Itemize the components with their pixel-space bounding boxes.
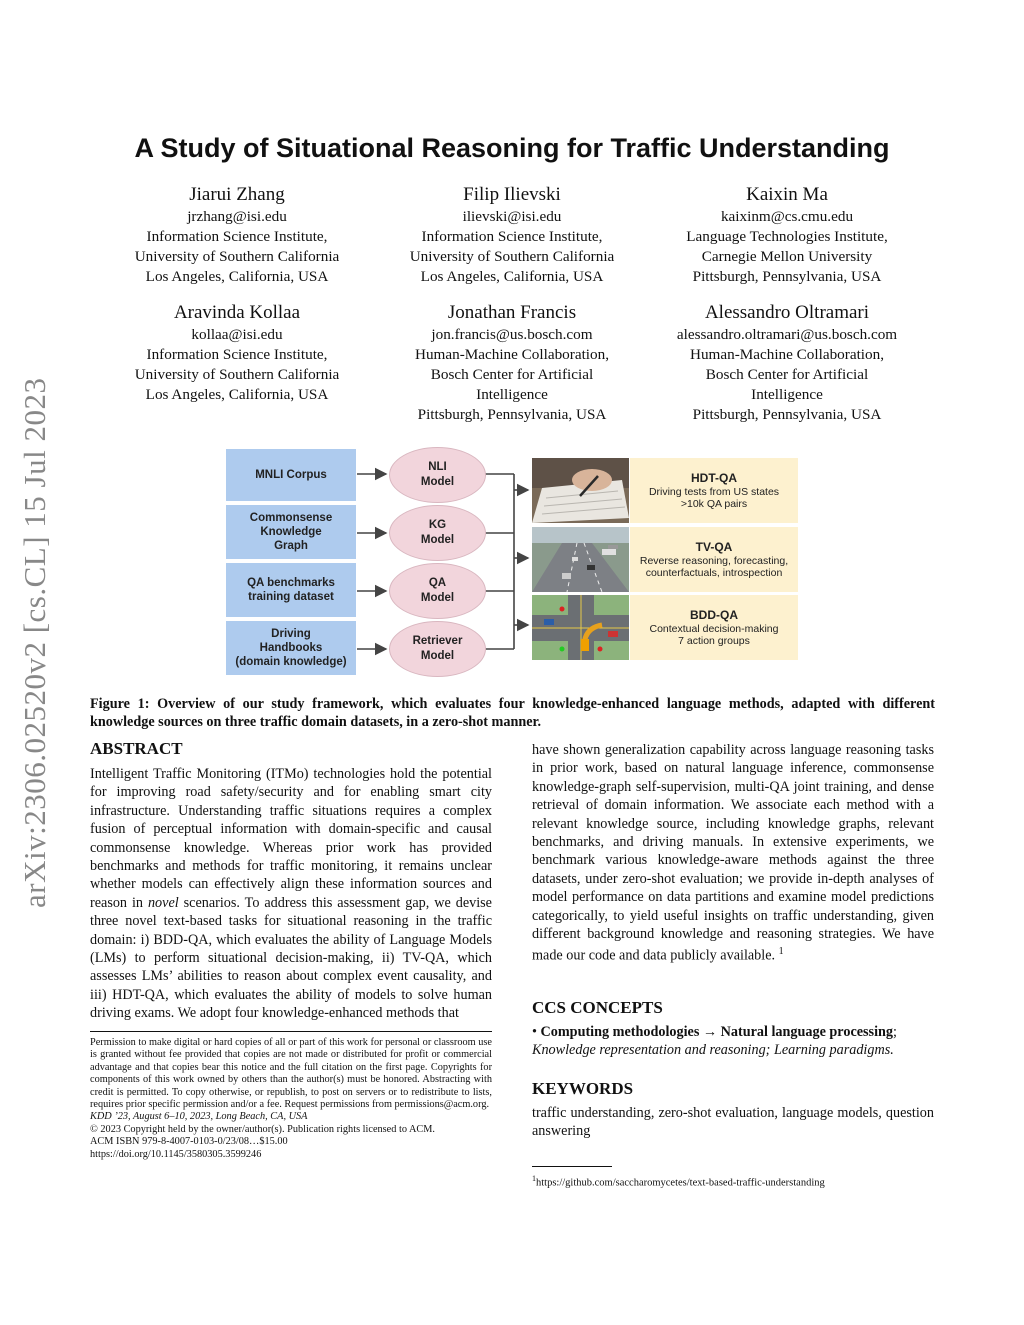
model-label: KG xyxy=(428,519,447,531)
footnote xyxy=(532,1172,825,1191)
dataset-description: >10k QA pairs xyxy=(680,498,748,510)
author-affiliation: Human-Machine Collaboration, xyxy=(689,346,884,363)
source-mnli-corpus xyxy=(226,449,356,501)
author-affiliation: Information Science Institute, xyxy=(146,346,328,363)
author-location: Pittsburgh, Pennsylvania, USA xyxy=(692,268,882,285)
author-affiliation: Intelligence xyxy=(476,386,548,403)
paper-title: A Study of Situational Reasoning for Traffic Understanding xyxy=(134,133,890,163)
source-label: Driving xyxy=(271,628,311,640)
model-qa xyxy=(389,563,486,619)
dataset-name: BDD-QA xyxy=(690,607,738,622)
abstract-italic: novel xyxy=(147,894,179,911)
author-email[interactable]: kaixinm@cs.cmu.edu xyxy=(720,208,854,225)
ccs-concepts xyxy=(532,1023,942,1060)
permission-block xyxy=(90,1037,492,1161)
source-label: Knowledge xyxy=(260,526,322,538)
footnote-link[interactable]: https://github.com/saccharomycetes/text-based-traffic-understanding xyxy=(536,1177,825,1189)
dataset-description: 7 action groups xyxy=(678,635,750,647)
author-location: Los Angeles, California, USA xyxy=(145,268,329,285)
author-location: Pittsburgh, Pennsylvania, USA xyxy=(417,406,607,423)
arxiv-stamp: arXiv:2306.02520v2 [cs.CL] 15 Jul 2023 xyxy=(17,377,52,908)
dataset-description: Reverse reasoning, forecasting, xyxy=(639,554,789,567)
author-affiliation: Bosch Center for Artificial xyxy=(430,366,594,383)
model-label: Model xyxy=(420,592,455,604)
source-label: MNLI Corpus xyxy=(255,469,327,481)
figure-framework-overview xyxy=(226,444,802,682)
permission-notice: Permission to make digital or hard copies of all or part of this work for personal or classroom use is granted without fee provided that copies are not made or distributed for profit or commercial advantage and that copies bear this notice and the full citation on the first page. Copyrights for components of this work owned by others than the author(s) must be honored. Abstracting with credit is permitted. To copy otherwise, or republish, to post on servers or to redistribute to lists, requires prior specific permission and/or a fee. Request permissions from permissions@acm.org. xyxy=(90,1037,492,1111)
ccs-term: Computing methodologies xyxy=(540,1024,700,1040)
footnote-divider xyxy=(90,1031,492,1032)
abstract-heading: ABSTRACT xyxy=(90,739,183,758)
copyright-line: © 2023 Copyright held by the owner/author(s). Publication rights licensed to ACM. xyxy=(90,1123,436,1135)
image-intersection-scene xyxy=(532,595,629,660)
author-email[interactable]: alessandro.oltramari@us.bosch.com xyxy=(676,326,898,343)
author-block xyxy=(382,301,642,425)
abstract-text: scenarios. To address this assessment gap, we devise three novel text-based tasks for situational reasoning in the traffic domain: i) BDD-QA, which evaluates the ability of Language Models (LMs) to perform situational decision-making, ii) TV-QA, which assesses LMs’ abilities to reason about complex event causality, and iii) HDT-QA, which evaluates the ability of models to solve human driving exams. We adopt four knowledge-enhanced methods that xyxy=(90,894,492,1022)
source-label: Graph xyxy=(274,540,308,552)
model-nli xyxy=(389,447,486,503)
ccs-subterms: Knowledge representation and reasoning; Learning paradigms. xyxy=(532,1042,894,1059)
dataset-description: Contextual decision-making xyxy=(649,622,779,635)
author-affiliation: University of Southern California xyxy=(409,248,615,265)
source-label: (domain knowledge) xyxy=(235,656,347,668)
ccs-separator: ; xyxy=(893,1024,897,1040)
model-label: Model xyxy=(420,534,455,546)
author-affiliation: Carnegie Mellon University xyxy=(701,248,873,265)
source-commonsense-kg xyxy=(226,505,356,559)
keywords-text: traffic understanding, zero-shot evaluation, language models, question answering xyxy=(532,1105,934,1140)
model-label: NLI xyxy=(428,461,447,473)
author-email[interactable]: jrzhang@isi.edu xyxy=(187,208,287,225)
source-label: QA benchmarks xyxy=(247,577,335,589)
source-label: training dataset xyxy=(248,591,334,603)
model-retriever xyxy=(389,621,486,677)
model-label: QA xyxy=(428,577,447,589)
dataset-description: Driving tests from US states xyxy=(648,485,780,498)
footnote-divider xyxy=(532,1166,612,1167)
author-name: Kaixin Ma xyxy=(746,184,828,205)
source-qa-benchmarks xyxy=(226,563,356,617)
image-driving-test-writing xyxy=(532,458,629,523)
author-name: Filip Ilievski xyxy=(463,184,561,205)
author-affiliation: University of Southern California xyxy=(134,248,340,265)
dataset-tv-qa xyxy=(630,527,798,592)
author-location: Pittsburgh, Pennsylvania, USA xyxy=(692,406,882,423)
venue-line: KDD ’23, August 6–10, 2023, Long Beach, CA, USA xyxy=(90,1111,308,1123)
author-location: Los Angeles, California, USA xyxy=(145,386,329,403)
abstract-text-left xyxy=(90,765,492,1023)
footnote-marker[interactable]: 1 xyxy=(778,946,784,958)
author-block xyxy=(107,301,367,405)
author-name: Alessandro Oltramari xyxy=(704,302,870,323)
author-location: Los Angeles, California, USA xyxy=(420,268,604,285)
author-email[interactable]: kollaa@isi.edu xyxy=(191,326,283,343)
author-name: Jiarui Zhang xyxy=(189,184,285,205)
model-label: Retriever xyxy=(412,635,463,647)
dataset-name: TV-QA xyxy=(695,539,733,554)
figure-caption: Figure 1: Overview of our study framework, which evaluates four knowledge-enhanced language methods, adapted with different knowledge sources on three traffic domain datasets, in a zero-shot manner. xyxy=(90,696,935,730)
author-affiliation: University of Southern California xyxy=(134,366,340,383)
author-affiliation: Information Science Institute, xyxy=(421,228,603,245)
abstract-text-right xyxy=(532,741,934,966)
source-label: Commonsense xyxy=(249,512,333,524)
author-email[interactable]: jon.francis@us.bosch.com xyxy=(431,326,593,343)
author-affiliation: Information Science Institute, xyxy=(146,228,328,245)
doi-link[interactable]: https://doi.org/10.1145/3580305.3599246 xyxy=(90,1148,262,1160)
dataset-name: HDT-QA xyxy=(691,470,737,485)
author-email[interactable]: ilievski@isi.edu xyxy=(462,208,562,225)
model-label: Model xyxy=(420,476,455,488)
model-kg xyxy=(389,505,486,561)
keywords-heading: KEYWORDS xyxy=(532,1079,634,1098)
author-name: Aravinda Kollaa xyxy=(173,302,301,323)
dataset-hdt-qa xyxy=(630,458,798,523)
author-block xyxy=(107,183,367,287)
ccs-bullet: • xyxy=(532,1024,541,1040)
dataset-bdd-qa xyxy=(630,595,798,660)
image-highway-traffic xyxy=(532,527,629,592)
author-affiliation: Human-Machine Collaboration, xyxy=(414,346,609,363)
author-affiliation: Intelligence xyxy=(751,386,823,403)
author-affiliation: Language Technologies Institute, xyxy=(686,228,888,245)
ccs-arrow: → xyxy=(699,1024,721,1040)
source-driving-handbooks xyxy=(226,621,356,675)
ccs-heading: CCS CONCEPTS xyxy=(532,998,663,1017)
dataset-description: counterfactuals, introspection xyxy=(645,567,783,579)
model-label: Model xyxy=(420,650,455,662)
abstract-text: have shown generalization capability across language reasoning tasks in prior work, based on natural language inference, commonsense knowledge-graph self-supervision, multi-QA joint training, and dense retrieval of domain information. We associate each method with a relevant knowledge source, including knowledge graphs, relevant benchmarks, and driving manuals. In extensive experiments, we benchmark various knowledge-aware methods against the three datasets, under zero-shot evaluation; we provide in-depth analyses of model performance on data partitions and examine model predictions categorically, to yield useful insights on traffic understanding, given different background knowledge and reasoning strategies. We have made our code and data publicly available. xyxy=(532,742,934,965)
author-affiliation: Bosch Center for Artificial xyxy=(705,366,869,383)
isbn-line: ACM ISBN 979-8-4007-0103-0/23/08…$15.00 xyxy=(90,1136,288,1148)
footnote-number: 1 xyxy=(532,1174,536,1183)
abstract-text: Intelligent Traffic Monitoring (ITMo) technologies hold the potential for improving road safety/security and for enabling smart city infrastructure. Understanding traffic situations requires a complex fusion of perceptual information with domain-specific and causal commonsense knowledge. Whereas prior work has provided benchmarks and methods for traffic monitoring, it remains unclear whether models can effectively align these information sources and reason in xyxy=(90,766,492,911)
author-block xyxy=(657,183,917,287)
source-label: Handbooks xyxy=(259,642,323,654)
author-block xyxy=(382,183,642,287)
author-block xyxy=(657,301,917,425)
ccs-term: Natural language processing xyxy=(720,1024,894,1040)
author-name: Jonathan Francis xyxy=(447,302,577,323)
